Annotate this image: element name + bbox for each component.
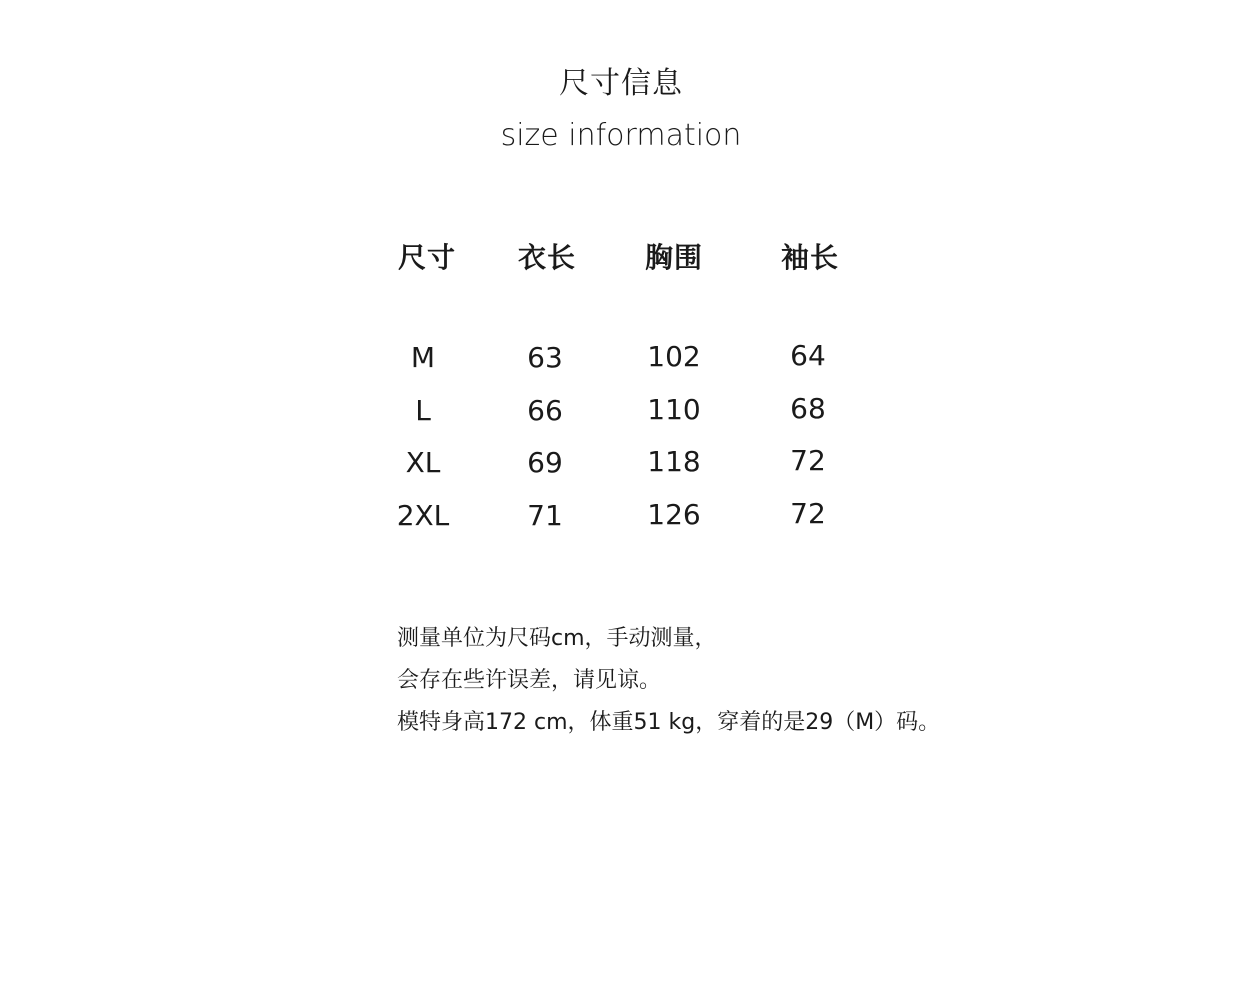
page-title: 尺寸信息 (559, 66, 683, 101)
table-cell-size: 2XL (396, 499, 450, 532)
table-cell-sleeve: 64 (790, 339, 826, 372)
table-cell-chest: 102 (647, 340, 701, 373)
table-cell-length: 69 (527, 446, 563, 479)
column-header-chest: 胸围 (644, 241, 703, 274)
table-cell-size: XL (405, 446, 441, 479)
column-header-size: 尺寸 (397, 241, 456, 274)
table-cell-size: L (415, 394, 431, 427)
column-header-sleeve: 袖长 (780, 241, 839, 274)
model-note: 模特身高172 cm，体重51 kg，穿着的是29（M）码。 (397, 710, 941, 735)
table-cell-chest: 110 (647, 393, 701, 426)
error-note: 会存在些许误差，请见谅。 (397, 668, 662, 693)
table-cell-size: M (410, 341, 436, 374)
table-cell-chest: 126 (647, 498, 701, 531)
table-cell-length: 63 (527, 341, 563, 374)
page-subtitle: size information (500, 118, 742, 153)
table-cell-length: 66 (527, 394, 563, 427)
table-cell-sleeve: 72 (790, 497, 826, 530)
measurement-note: 测量单位为尺码cm，手动测量， (397, 626, 717, 651)
table-cell-chest: 118 (647, 445, 701, 478)
table-cell-length: 71 (527, 499, 563, 532)
table-cell-sleeve: 72 (790, 444, 826, 477)
column-header-length: 衣长 (517, 241, 576, 274)
table-cell-sleeve: 68 (790, 392, 826, 425)
